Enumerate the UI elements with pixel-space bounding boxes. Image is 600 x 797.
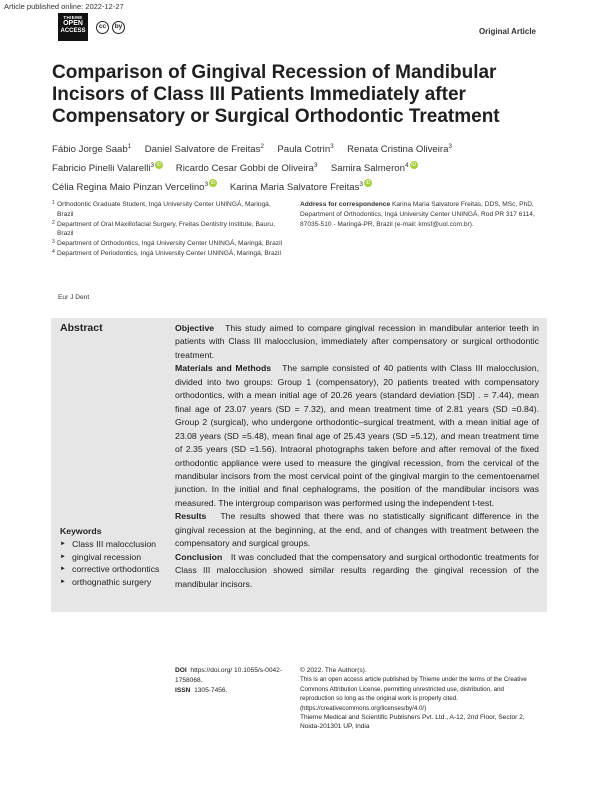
logo-line-1: THIEME	[63, 15, 83, 20]
author: Fábio Jorge Saab$^1$	[52, 143, 132, 156]
affiliation: 4 Department of Periodontics, Ingá University Center UNINGÁ, Maringá, Brazil	[52, 248, 281, 257]
logo-line-2: OPEN	[63, 20, 83, 27]
keyword-item: ► corrective orthodontics	[60, 563, 170, 576]
affiliations	[52, 200, 282, 259]
correspondence-text: Karina Maria Salvatore Freitas, DDS, MSc, PhD, Department of Orthodontics, Ingá University Center UNINGÁ, Rod PR 317 6114, 87035-510 - Maringá-PR, Brazil (e-mail: kmsf@uol.com.br).	[300, 201, 535, 228]
abstract-results: Results The results showed that there was no statistically significant difference in the gingival recession at the beginning, at the end, and of changes with treatment between the compensatory and surgical groups.	[175, 511, 539, 549]
keyword-item: ► Class III malocclusion	[60, 538, 170, 551]
doi-issn-block	[175, 666, 285, 695]
author: Samira Salmeron$^4$	[330, 161, 409, 174]
affiliation: 3 Department of Orthodontics, Ingá University Center UNINGÁ, Maringá, Brazil	[52, 239, 283, 248]
affiliation: 2 Department of Oral Maxillofacial Surgery, Freitas Dentistry Institute, Bauru, Brazil	[52, 219, 275, 238]
keyword-item: ► orthognathic surgery	[60, 576, 170, 589]
license-block	[300, 666, 540, 732]
publisher: Thieme Medical and Scientific Publishers Pvt. Ltd., A-12, 2nd Floor, Sector 2, Noida-201301 UP, India	[300, 714, 525, 731]
keywords-heading: Keywords	[60, 526, 102, 536]
abstract-heading: Abstract	[60, 322, 103, 334]
article-title: Comparison of Gingival Recession of Mandibular Incisors of Class III Patients Immediately after Compensatory or Surgical Orthodontic Treatment	[52, 62, 500, 127]
keywords-list	[60, 538, 170, 588]
doi[interactable]: DOI https://doi.org/ 10.1055/s-0042-1758068.	[175, 667, 283, 684]
issn: ISSN 1305-7456.	[175, 686, 228, 694]
abstract-objective: Objective This study aimed to compare gingival recession in mandibular anterior teeth in patients with Class III malocclusion, immediately after compensatory or surgical orthodontic treatment.	[175, 323, 539, 360]
keyword-item: ► gingival recession	[60, 551, 170, 564]
author: Daniel Salvatore de Freitas$^2$	[144, 143, 265, 156]
orcid-icon[interactable]: iD	[411, 161, 416, 168]
abstract-methods: Materials and Methods The sample consisted of 40 patients with Class III malocclusion, divided into two groups: Group 1 (compensatory), 20 patients treated with compensatory orthodontics, with a mean initial age of 20.26 years (standard deviation [SD] . = 7.44), mean final age of 23.07 years (SD = 7.32), and mean treatment time of 2.81 years (SD =0.84). Group 2 (surgical), who undergone orthodontic–surgical treatment, with a mean initial age of 23.08 years (SD =5.48), mean final age of 25.43 years (SD =5.12), and mean treatment time of 2.35 years (SD =1.56). Intraoral photographs taken before and after removal of the fixed orthodontic appliance were used to measure the gingival recession, from the cervical of the mandibular incisors from the most cervical point of the gingival margin to the cementoenamel junction. In the initial and final cephalograms, the position of the mandibular incisors was measured. The intergroup comparison was performed using the independent t-test.	[175, 363, 539, 508]
author: Karina Maria Salvatore Freitas$^3$	[229, 180, 364, 193]
article-type: Original Article	[478, 27, 536, 36]
author: Célia Regina Maio Pinzan Vercelino$^3$	[52, 180, 209, 193]
author: Ricardo Cesar Gobbi de Oliveira$^3$	[175, 161, 318, 174]
correspondence-address	[300, 200, 540, 229]
orcid-icon[interactable]: iD	[365, 180, 371, 187]
correspondence-label: Address for correspondence	[300, 201, 391, 208]
author-list	[52, 139, 552, 195]
orcid-icon[interactable]: iD	[156, 161, 162, 168]
affiliation: 1 Orthodontic Graduate Student, Ingá University Center UNINGÁ, Maringá, Brazil	[52, 200, 271, 218]
thieme-open-access-logo	[58, 13, 88, 41]
published-online-line: Article published online: 2022-12-27	[4, 2, 124, 11]
creative-commons-icon: cc	[96, 21, 109, 34]
license-text: This is an open access article published by Thieme under the terms of the Creative Commons Attribution License, permitting unrestricted use, distribution, and reproduction so long as the original work is properly cited. (https://creativecommons.org/licenses/by/4.0/)	[300, 676, 527, 712]
logo-line-3: ACCESS	[60, 28, 86, 34]
orcid-icon[interactable]: iD	[210, 180, 216, 187]
abstract-conclusion: Conclusion It was concluded that the compensatory and surgical orthodontic treatments for Class III malocclusion showed similar results regarding the gingival recession of the mandibular incisors.	[175, 551, 539, 589]
author: Paula Cotrin$^3$	[277, 143, 334, 156]
attribution-icon: by	[112, 21, 125, 34]
author: Renata Cristina Oliveira$^3$	[347, 143, 453, 156]
copyright: © 2022. The Author(s).	[300, 667, 367, 674]
author: Fabricio Pinelli Valarelli$^3$	[52, 161, 155, 174]
journal-name: Eur J Dent	[58, 294, 90, 301]
abstract-text	[175, 322, 539, 591]
